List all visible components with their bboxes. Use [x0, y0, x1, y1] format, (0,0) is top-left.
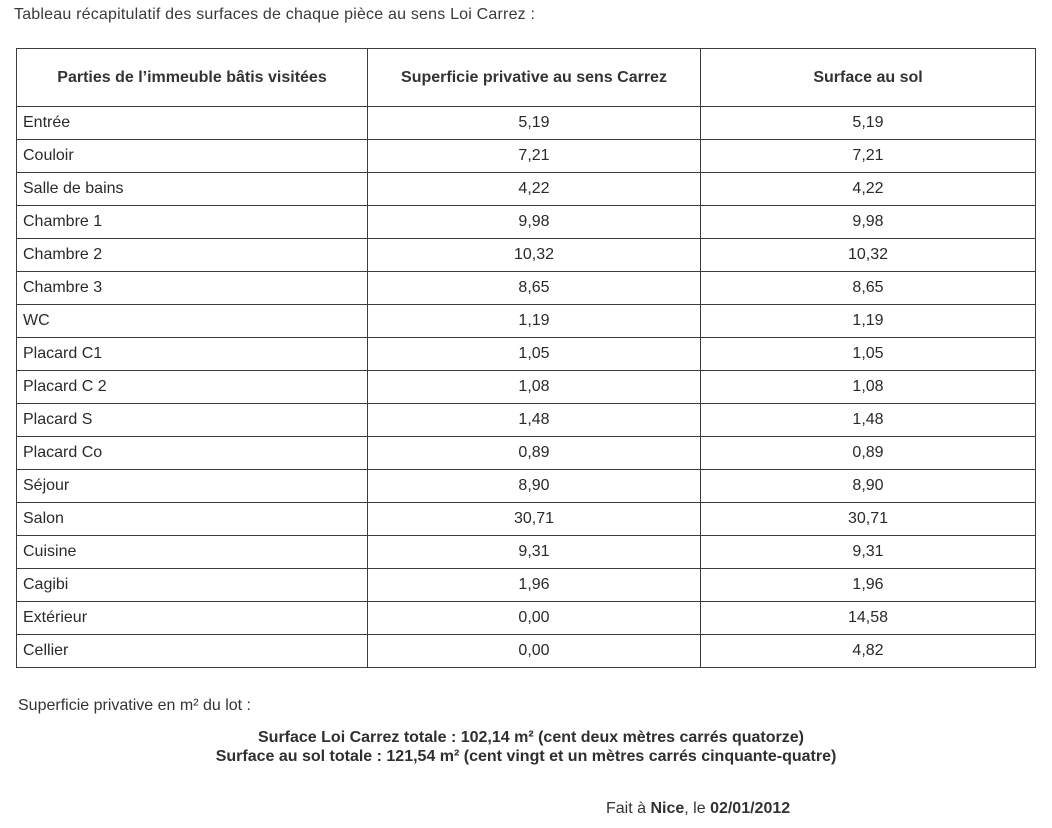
carrez-cell: 1,08: [368, 371, 701, 404]
signature-line: [606, 800, 790, 818]
carrez-cell: 0,00: [368, 602, 701, 635]
carrez-cell: 7,21: [368, 140, 701, 173]
sol-cell: 10,32: [701, 239, 1036, 272]
table-row: [17, 470, 1036, 503]
room-cell: Chambre 1: [17, 206, 368, 239]
header-sol: Surface au sol: [701, 49, 1036, 107]
room-cell: Placard Co: [17, 437, 368, 470]
room-cell: Cuisine: [17, 536, 368, 569]
sol-cell: 9,98: [701, 206, 1036, 239]
table-row: [17, 437, 1036, 470]
sol-cell: 1,05: [701, 338, 1036, 371]
room-cell: Placard C1: [17, 338, 368, 371]
room-cell: Salle de bains: [17, 173, 368, 206]
carrez-cell: 10,32: [368, 239, 701, 272]
room-cell: Couloir: [17, 140, 368, 173]
sol-cell: 1,19: [701, 305, 1036, 338]
sol-cell: 30,71: [701, 503, 1036, 536]
table-row: [17, 602, 1036, 635]
room-cell: Placard S: [17, 404, 368, 437]
sol-cell: 4,22: [701, 173, 1036, 206]
carrez-cell: 30,71: [368, 503, 701, 536]
sol-cell: 7,21: [701, 140, 1036, 173]
room-cell: Entrée: [17, 107, 368, 140]
table-row: [17, 107, 1036, 140]
carrez-cell: 9,98: [368, 206, 701, 239]
table-row: [17, 206, 1036, 239]
carrez-cell: 1,96: [368, 569, 701, 602]
signature-prefix: Fait à: [606, 800, 651, 817]
table-row: [17, 338, 1036, 371]
table-header-row: [17, 49, 1036, 107]
carrez-cell: 1,48: [368, 404, 701, 437]
table-body: [17, 107, 1036, 668]
summary-label: Superficie privative en m² du lot :: [18, 697, 251, 714]
table-row: [17, 503, 1036, 536]
table-row: [17, 173, 1036, 206]
sol-cell: 8,65: [701, 272, 1036, 305]
sol-cell: 1,48: [701, 404, 1036, 437]
sol-cell: 5,19: [701, 107, 1036, 140]
header-room: Parties de l’immeuble bâtis visitées: [17, 49, 368, 107]
room-cell: Cagibi: [17, 569, 368, 602]
surfaces-table: [16, 48, 1036, 668]
intro-text: Tableau récapitulatif des surfaces de chaque pièce au sens Loi Carrez :: [14, 6, 536, 23]
signature-date: 02/01/2012: [710, 800, 791, 817]
total-carrez: Surface Loi Carrez totale : 102,14 m² (cent deux mètres carrés quatorze): [258, 729, 804, 746]
table-row: [17, 239, 1036, 272]
carrez-cell: 9,31: [368, 536, 701, 569]
header-carrez: Superficie privative au sens Carrez: [368, 49, 701, 107]
table-row: [17, 305, 1036, 338]
room-cell: Chambre 3: [17, 272, 368, 305]
table-row: [17, 635, 1036, 668]
sol-cell: 8,90: [701, 470, 1036, 503]
room-cell: Extérieur: [17, 602, 368, 635]
table-row: [17, 404, 1036, 437]
room-cell: Cellier: [17, 635, 368, 668]
carrez-cell: 1,05: [368, 338, 701, 371]
carrez-cell: 8,65: [368, 272, 701, 305]
room-cell: Salon: [17, 503, 368, 536]
table-row: [17, 569, 1036, 602]
sol-cell: 4,82: [701, 635, 1036, 668]
signature-middle: , le: [684, 800, 711, 817]
total-sol: Surface au sol totale : 121,54 m² (cent vingt et un mètres carrés cinquante-quatre): [215, 748, 837, 765]
table-row: [17, 536, 1036, 569]
carrez-cell: 4,22: [368, 173, 701, 206]
sol-cell: 1,08: [701, 371, 1036, 404]
table-row: [17, 140, 1036, 173]
sol-cell: 0,89: [701, 437, 1036, 470]
table-row: [17, 371, 1036, 404]
sol-cell: 9,31: [701, 536, 1036, 569]
carrez-cell: 0,00: [368, 635, 701, 668]
table-row: [17, 272, 1036, 305]
totals-block: [0, 728, 1052, 766]
room-cell: Séjour: [17, 470, 368, 503]
sol-cell: 14,58: [701, 602, 1036, 635]
room-cell: Chambre 2: [17, 239, 368, 272]
sol-cell: 1,96: [701, 569, 1036, 602]
room-cell: WC: [17, 305, 368, 338]
carrez-cell: 8,90: [368, 470, 701, 503]
carrez-cell: 0,89: [368, 437, 701, 470]
signature-city: Nice: [650, 800, 685, 817]
carrez-cell: 5,19: [368, 107, 701, 140]
room-cell: Placard C 2: [17, 371, 368, 404]
carrez-cell: 1,19: [368, 305, 701, 338]
